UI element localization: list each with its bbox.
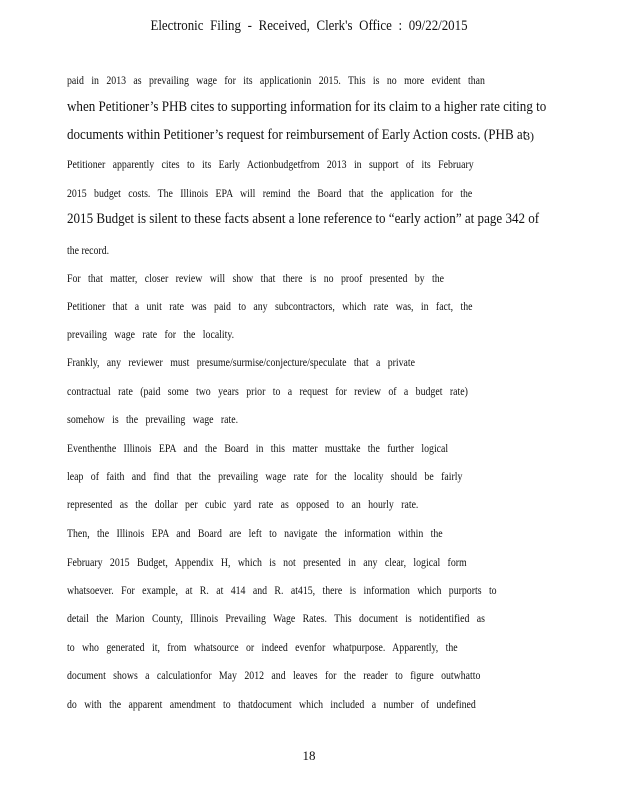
- text-line: contractual rate (paid some two years prior to a request for review of a budget rate): [67, 384, 468, 398]
- text-line: February 2015 Budget, Appendix H, which is not presented in any clear, logical form: [67, 555, 467, 569]
- text-line: Then, the Illinois EPA and Board are left to navigate the information within the: [67, 526, 443, 540]
- text-line: Petitioner that a unit rate was paid to any subcontractors, which rate was, in fact, the: [67, 299, 473, 313]
- page-number: 18: [302, 748, 316, 763]
- page-reference: 3): [524, 129, 534, 143]
- text-line: document shows a calculationfor May 2012 and leaves for the reader to figure outwhatto: [67, 668, 481, 682]
- text-line: paid in 2013 as prevailing wage for its applicationin 2015. This is no more evident than: [67, 73, 485, 87]
- text-line: whatsoever. For example, at R. at 414 and R. at415, there is information which purports to: [67, 583, 497, 597]
- text-line: do with the apparent amendment to thatdocument which included a number of undefined: [67, 697, 476, 711]
- text-line: Petitioner apparently cites to its Early Actionbudgetfrom 2013 in support of its February: [67, 157, 474, 171]
- text-line: For that matter, closer review will show that there is no proof presented by the: [67, 271, 444, 285]
- text-line: 2015 budget costs. The Illinois EPA will remind the Board that the application for the: [67, 186, 473, 200]
- text-line: prevailing wage rate for the locality.: [67, 327, 235, 341]
- clerk-filing-header: Electronic Filing - Received, Clerk's Office : 09/22/2015: [150, 18, 468, 34]
- text-line: to who generated it, from whatsource or indeed evenfor whatpurpose. Apparently, the: [67, 640, 458, 654]
- text-line: represented as the dollar per cubic yard rate as opposed to an hourly rate.: [67, 497, 419, 511]
- text-line: when Petitioner’s PHB cites to supporting information for its claim to a higher rate citing to: [67, 99, 547, 115]
- text-line: detail the Marion County, Illinois Prevailing Wage Rates. This document is notidentified as: [67, 611, 485, 625]
- text-line: leap of faith and find that the prevailing wage rate for the locality should be fairly: [67, 469, 463, 483]
- text-line: Eventhenthe Illinois EPA and the Board in this matter musttake the further logical: [67, 441, 449, 455]
- text-line: somehow is the prevailing wage rate.: [67, 412, 239, 426]
- text-line: the record.: [67, 243, 110, 257]
- text-line: 2015 Budget is silent to these facts absent a lone reference to “early action” at page 342 of: [67, 211, 540, 227]
- text-line: documents within Petitioner’s request for reimbursement of Early Action costs. (PHB at: [67, 127, 527, 143]
- text-line: Frankly, any reviewer must presume/surmise/conjecture/speculate that a private: [67, 355, 416, 369]
